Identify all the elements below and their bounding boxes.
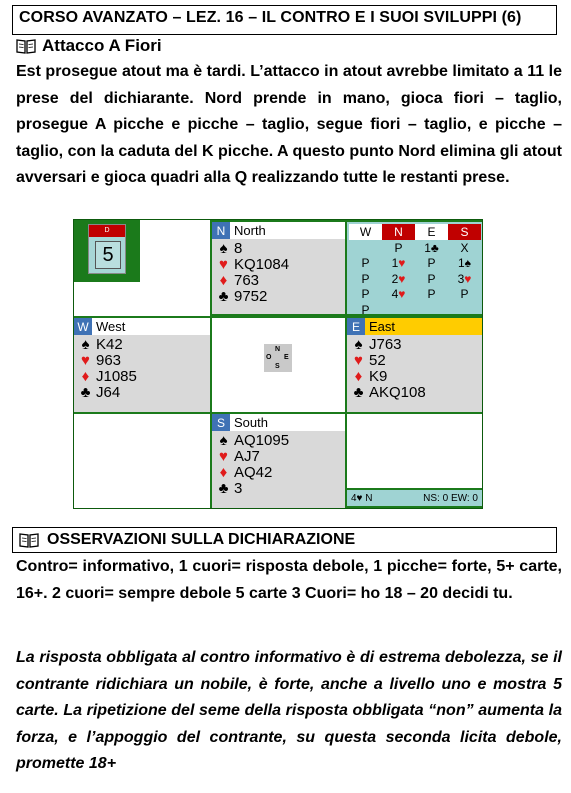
spade-icon: ♠ [219,432,228,449]
south-diamonds: AQ42 [234,464,273,481]
spade-icon: ♠ [81,336,90,353]
bid-cell: P [460,287,469,302]
bid-cell: P [361,271,370,286]
south-header [212,414,345,431]
book-icon [19,532,39,548]
bid-cell [448,302,481,318]
west-hearts: 963 [96,352,122,369]
club-icon: ♣ [353,384,364,401]
observations-header [12,527,557,553]
north-hand [212,222,345,314]
club-icon: ♣ [218,288,229,305]
club-icon: ♣ [218,480,229,497]
east-seat-badge: E [347,318,365,335]
observations-text-1: Contro= informativo, 1 cuori= risposta debole, 1 picche= forte, 5+ carte, 16+. 2 cuori= sempre debole 5 carte 3 Cuori= ho 18 – 20 decidi tu. [16,558,562,602]
bid-cell: 1 ♠ [457,256,472,271]
east-spades: J763 [369,336,402,353]
score-label: NS: 0 EW: 0 [423,492,478,504]
bid-cell [349,240,382,256]
west-header [74,318,210,335]
diamond-icon: ♦ [81,368,90,385]
south-spades: AQ1095 [234,432,290,449]
bidding-table [349,224,481,318]
observations-text-2: La risposta obbligata al contro informativo è di estrema debolezza, se il contrante ridichiara un nobile, è forte, anche a livello uno e mostra 5 carte. La ripetizione del seme della risposta obbligata “non” aumenta la forza, e l’appoggio del contrante, su questa seconda licita debole, promette 18+ [16,649,562,772]
attack-section-title [16,36,162,56]
empty-cell-se [347,414,482,488]
west-name: West [96,319,126,334]
bidding-box [347,222,482,317]
bid-header-n: N [382,224,415,240]
north-clubs: 9752 [234,288,268,305]
bid-cell: 4 ♥ [391,287,406,302]
diamond-icon: ♦ [219,272,228,289]
heart-icon: ♥ [354,352,363,369]
lesson-header [12,5,557,35]
bid-cell [415,302,448,318]
bid-header-w: W [349,224,382,240]
bid-cell: P [394,240,403,255]
diamond-icon: ♦ [354,368,363,385]
diamond-icon: ♦ [219,464,228,481]
bid-cell: P [427,271,436,286]
compass-o: O [266,354,272,361]
bid-cell: P [361,256,370,271]
heart-icon: ♥ [219,256,228,273]
bid-cell: 3 ♥ [457,271,472,286]
east-diamonds: K9 [369,368,388,385]
dealer-label: D [89,225,125,237]
north-seat-badge: N [212,222,230,239]
result-bar [347,490,482,506]
west-hand [74,318,210,412]
empty-cell-sw [74,414,210,508]
bidding-row [349,302,481,318]
board-number: 5 [95,241,121,269]
club-icon: ♣ [80,384,91,401]
west-seat-badge: W [74,318,92,335]
bid-header-s: S [448,224,481,240]
west-diamonds: J1085 [96,368,137,385]
bidding-header-row [349,224,481,240]
east-header [347,318,482,335]
south-hand [212,414,345,508]
west-clubs: J64 [96,384,121,401]
spade-icon: ♠ [354,336,363,353]
west-spades: K42 [96,336,123,353]
north-diamonds: 763 [234,272,260,289]
observations-title: OSSERVAZIONI SULLA DICHIARAZIONE [47,531,356,548]
book-icon [16,38,36,54]
compass-icon [264,344,292,372]
bid-cell: 2 ♥ [391,271,406,286]
compass-e: E [284,354,289,361]
south-hearts: AJ7 [234,448,260,465]
table-center [212,318,345,412]
bidding-row [349,271,481,287]
bid-cell [382,302,415,318]
bid-cell: P [427,287,436,302]
compass-s: S [275,363,280,370]
south-name: South [234,415,268,430]
north-hearts: KQ1084 [234,256,290,273]
north-name: North [234,223,266,238]
bidding-row [349,287,481,303]
spade-icon: ♠ [219,240,228,257]
bridge-board [73,219,483,509]
east-clubs: AKQ108 [369,384,426,401]
bid-cell: 1 ♥ [391,256,406,271]
east-name: East [369,319,396,334]
bidding-row [349,256,481,272]
south-seat-badge: S [212,414,230,431]
bid-cell: 1 ♣ [424,240,439,255]
compass-n: N [275,346,281,353]
north-spades: 8 [234,240,243,257]
bid-cell: P [361,302,370,317]
east-hearts: 52 [369,352,386,369]
north-header [212,222,345,239]
bid-header-e: E [415,224,448,240]
dealer-indicator [88,224,126,274]
attack-text: Est prosegue atout ma è tardi. L’attacco in atout avrebbe limitato a 11 le prese del dichiarante. Nord prende in mano, gioca fiori – taglio, prosegue A picche e picche – taglio, segue fiori – taglio, e picche – taglio, con la caduta del K picche. A questo punto Nord elimina gli atout avversari e gioca quadri alla Q realizzando tutte le restanti prese. [16,63,562,186]
contract-label: 4♥ N [351,492,373,504]
bid-cell: X [460,240,469,255]
south-clubs: 3 [234,480,243,497]
heart-icon: ♥ [81,352,90,369]
heart-icon: ♥ [219,448,228,465]
attack-title: Attacco A Fiori [42,36,162,55]
bid-cell: P [427,256,436,271]
bid-cell: P [361,287,370,302]
lesson-title: CORSO AVANZATO – LEZ. 16 – IL CONTRO E I SUOI SVILUPPI (6) [19,9,522,26]
east-hand [347,318,482,412]
board-info-cell [74,220,210,316]
bidding-row [349,240,481,256]
